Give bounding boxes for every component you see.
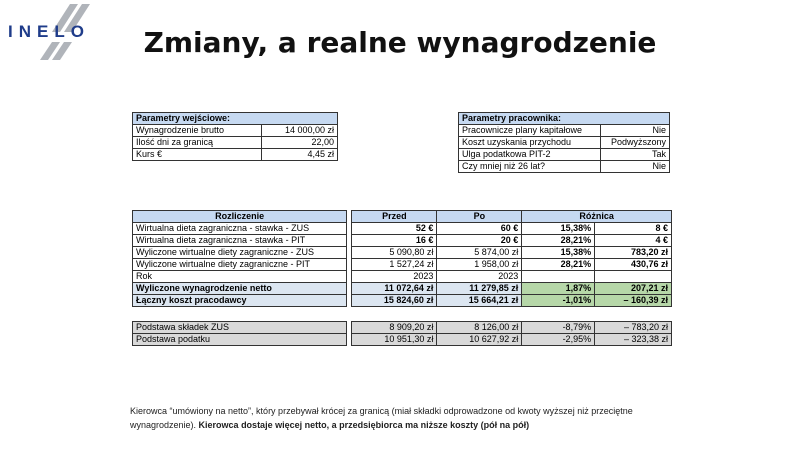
row-pct xyxy=(522,271,595,283)
col-header-after: Po xyxy=(437,211,522,223)
row-amount: 430,76 zł xyxy=(595,259,672,271)
row-before: 8 909,20 zł xyxy=(352,322,437,334)
row-before: 10 951,30 zł xyxy=(352,334,437,346)
param-label: Ilość dni za granicą xyxy=(133,137,262,149)
param-value: 22,00 xyxy=(261,137,337,149)
logo-text: INELO xyxy=(8,22,90,41)
row-before: 16 € xyxy=(352,235,437,247)
row-pct: -1,01% xyxy=(522,295,595,307)
param-label: Wynagrodzenie brutto xyxy=(133,125,262,137)
row-after: 1 958,00 zł xyxy=(437,259,522,271)
row-after: 2023 xyxy=(437,271,522,283)
row-after: 8 126,00 zł xyxy=(437,322,522,334)
row-after: 60 € xyxy=(437,223,522,235)
row-pct: 15,38% xyxy=(522,247,595,259)
row-before: 15 824,60 zł xyxy=(352,295,437,307)
settlement-table xyxy=(132,210,672,307)
table-row xyxy=(133,247,672,259)
row-after: 11 279,85 zł xyxy=(437,283,522,295)
table-row xyxy=(133,259,672,271)
row-label: Podstawa składek ZUS xyxy=(133,322,347,334)
param-label: Pracownicze plany kapitałowe xyxy=(459,125,601,137)
row-before: 1 527,24 zł xyxy=(352,259,437,271)
table-row xyxy=(133,322,672,334)
row-label: Podstawa podatku xyxy=(133,334,347,346)
table-row xyxy=(133,223,672,235)
row-pct: -2,95% xyxy=(522,334,595,346)
row-label: Łączny koszt pracodawcy xyxy=(133,295,347,307)
row-before: 11 072,64 zł xyxy=(352,283,437,295)
param-label: Ulga podatkowa PIT-2 xyxy=(459,149,601,161)
employee-params-header: Parametry pracownika: xyxy=(459,113,670,125)
row-pct: 15,38% xyxy=(522,223,595,235)
param-value: 14 000,00 zł xyxy=(261,125,337,137)
row-amount: – 323,38 zł xyxy=(595,334,672,346)
param-value: Tak xyxy=(600,149,669,161)
row-pct: 28,21% xyxy=(522,235,595,247)
input-params-header: Parametry wejściowe: xyxy=(133,113,338,125)
row-pct: 28,21% xyxy=(522,259,595,271)
row-label: Wyliczone wirtualne diety zagraniczne - PIT xyxy=(133,259,347,271)
param-value: Nie xyxy=(600,125,669,137)
row-pct: -8,79% xyxy=(522,322,595,334)
row-label: Wirtualna dieta zagraniczna - stawka - PIT xyxy=(133,235,347,247)
row-after: 15 664,21 zł xyxy=(437,295,522,307)
employee-params-table xyxy=(458,112,670,173)
col-header-label: Rozliczenie xyxy=(133,211,347,223)
table-row xyxy=(133,295,672,307)
row-label: Rok xyxy=(133,271,347,283)
footer-text: Kierowca “umówiony na netto”, który przebywał krócej za granicą (miał składki odprowadzone od kwoty wyższej niż przeciętne wynagrodzenie). xyxy=(130,406,633,430)
row-amount: – 783,20 zł xyxy=(595,322,672,334)
param-label: Kurs € xyxy=(133,149,262,161)
row-before: 2023 xyxy=(352,271,437,283)
table-row xyxy=(133,334,672,346)
table-row xyxy=(133,283,672,295)
param-label: Czy mniej niż 26 lat? xyxy=(459,161,601,173)
table-row xyxy=(133,235,672,247)
row-label: Wyliczone wirtualne diety zagraniczne - ZUS xyxy=(133,247,347,259)
row-pct: 1,87% xyxy=(522,283,595,295)
input-params-table xyxy=(132,112,338,161)
row-amount: – 160,39 zł xyxy=(595,295,672,307)
col-header-diff: Różnica xyxy=(522,211,672,223)
row-label: Wyliczone wynagrodzenie netto xyxy=(133,283,347,295)
page-title: Zmiany, a realne wynagrodzenie xyxy=(143,26,657,59)
bases-table xyxy=(132,321,672,346)
row-amount xyxy=(595,271,672,283)
row-amount: 783,20 zł xyxy=(595,247,672,259)
row-amount: 8 € xyxy=(595,223,672,235)
row-amount: 4 € xyxy=(595,235,672,247)
footer-bold: Kierowca dostaje więcej netto, a przedsiębiorca ma niższe koszty (pół na pół) xyxy=(198,420,530,430)
row-after: 5 874,00 zł xyxy=(437,247,522,259)
row-before: 5 090,80 zł xyxy=(352,247,437,259)
row-label: Wirtualna dieta zagraniczna - stawka - ZUS xyxy=(133,223,347,235)
param-value: Podwyższony xyxy=(600,137,669,149)
table-row xyxy=(133,271,672,283)
param-label: Koszt uzyskania przychodu xyxy=(459,137,601,149)
row-after: 10 627,92 zł xyxy=(437,334,522,346)
row-before: 52 € xyxy=(352,223,437,235)
param-value: 4,45 zł xyxy=(261,149,337,161)
row-amount: 207,21 zł xyxy=(595,283,672,295)
footer-note xyxy=(130,404,690,432)
col-header-before: Przed xyxy=(352,211,437,223)
row-after: 20 € xyxy=(437,235,522,247)
param-value: Nie xyxy=(600,161,669,173)
